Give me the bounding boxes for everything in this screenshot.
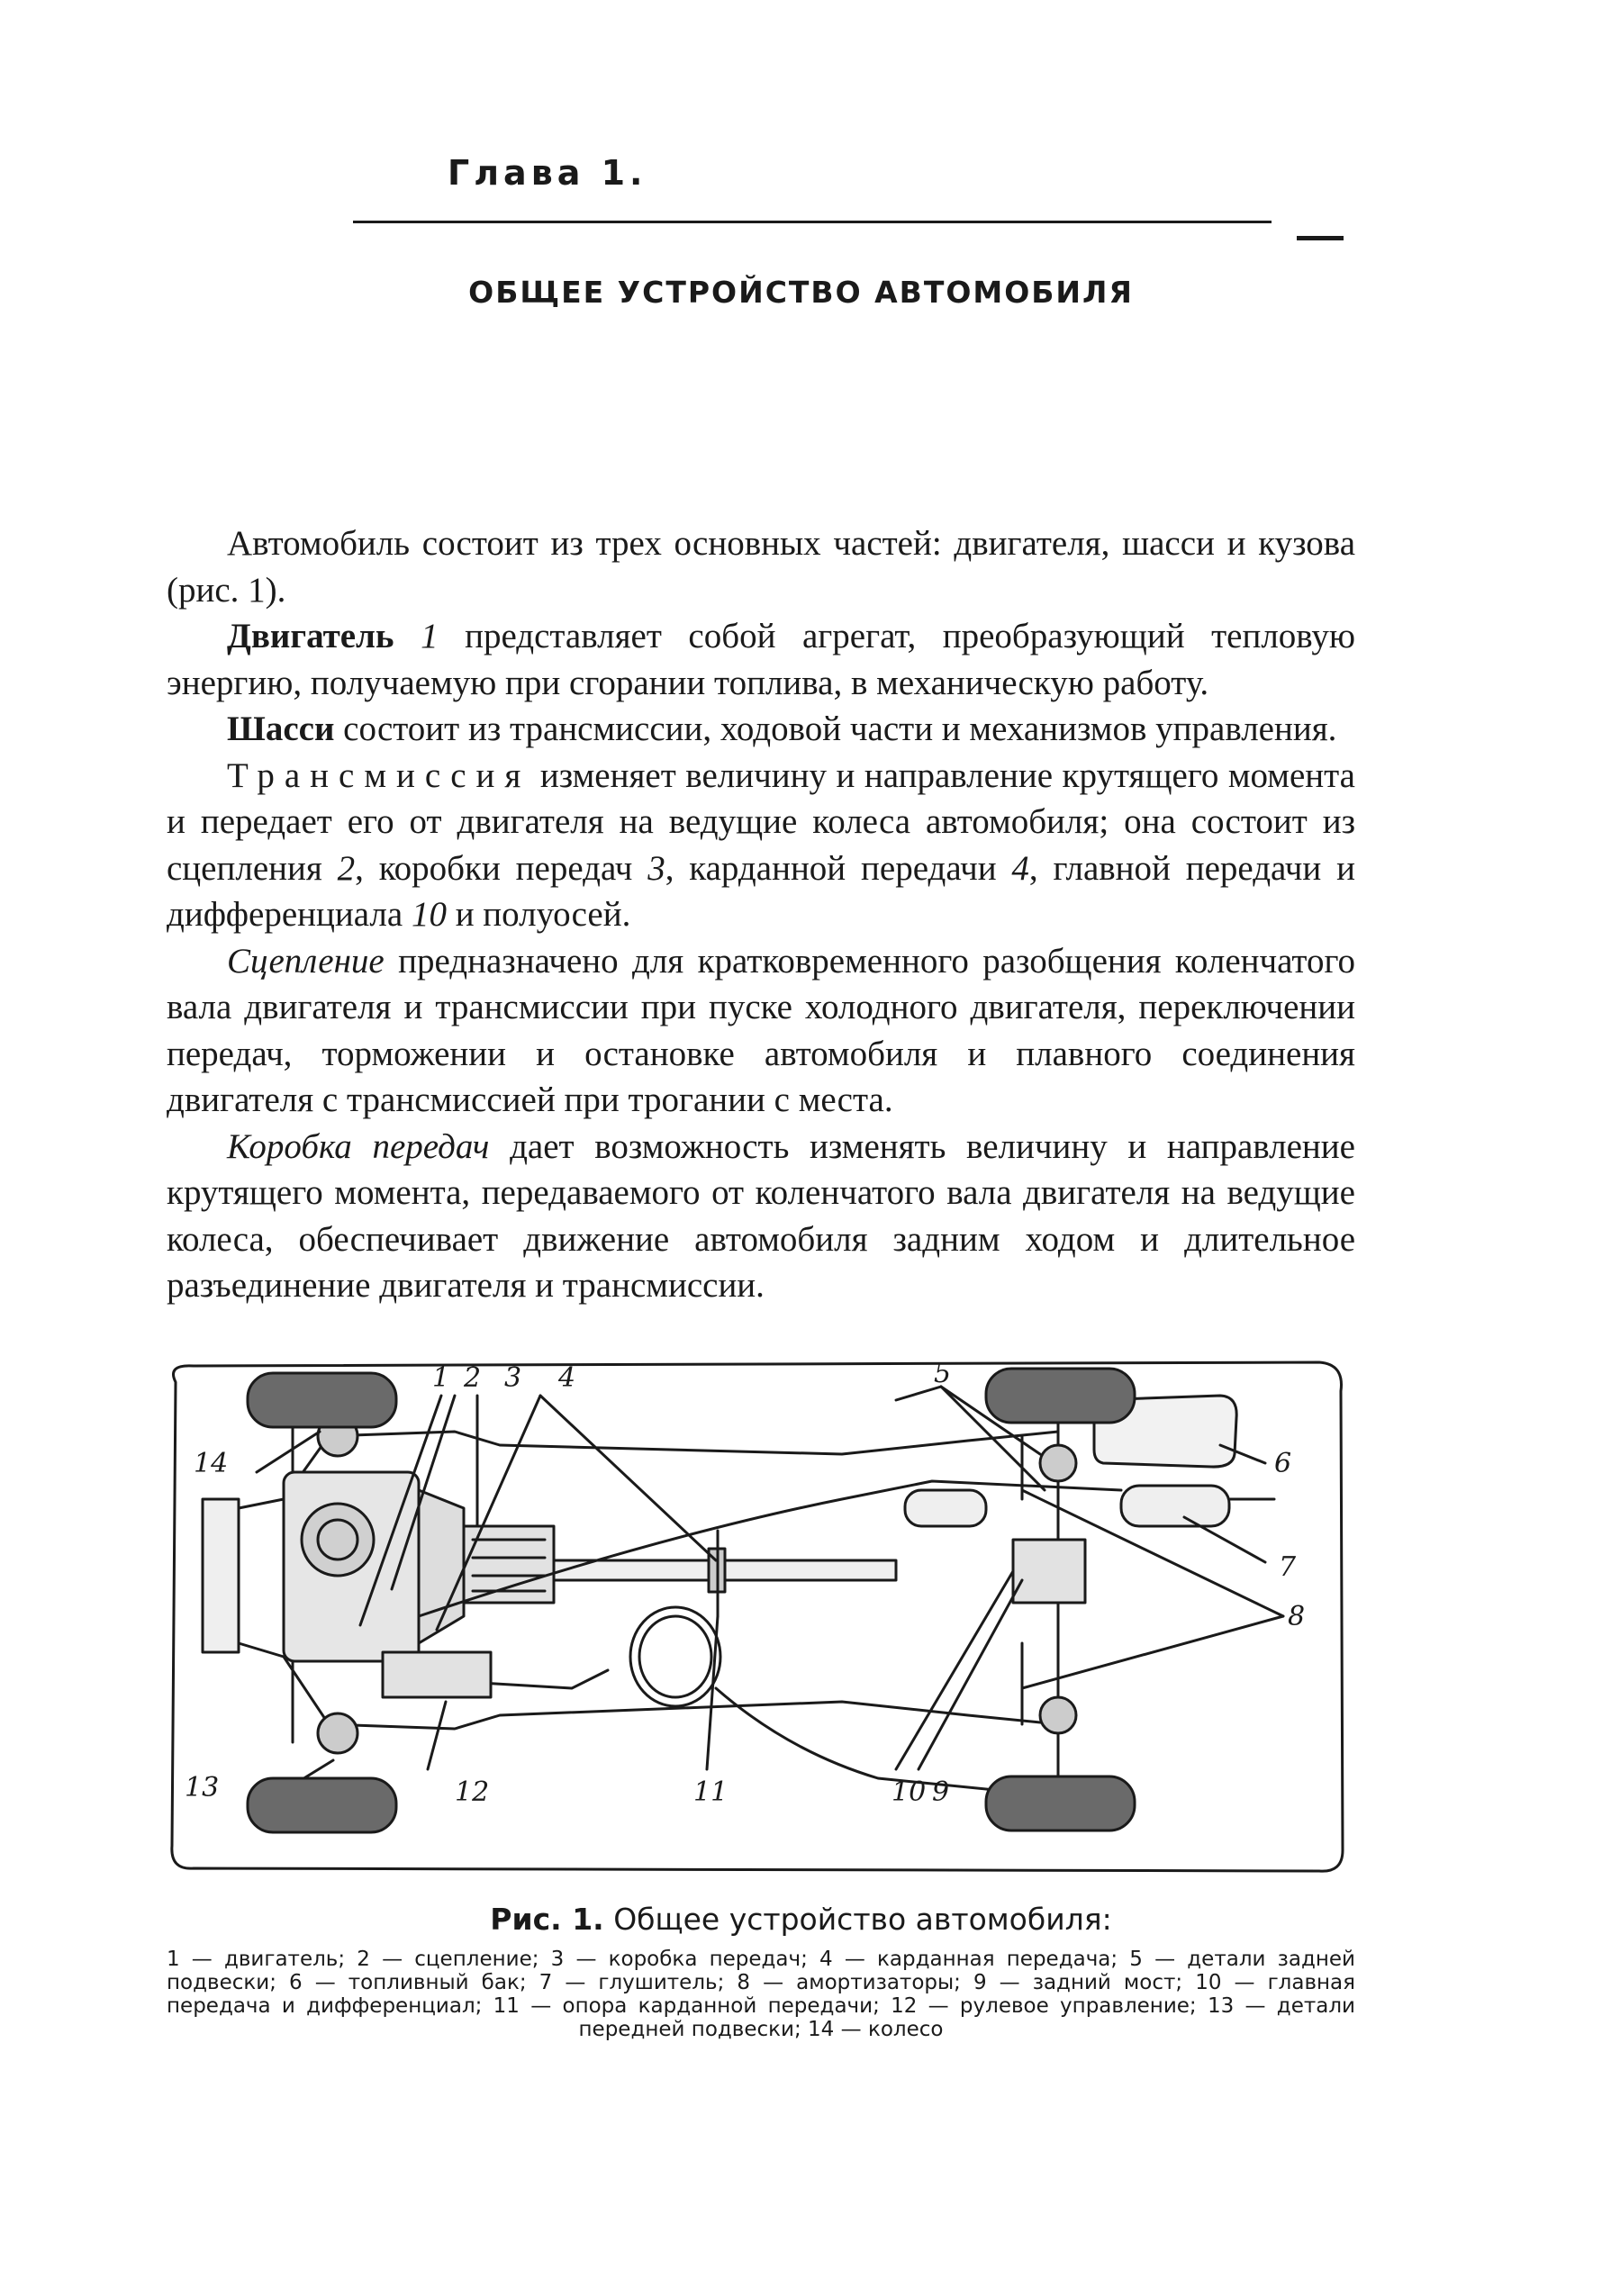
tire-rear-right [986, 1776, 1135, 1830]
chapter-heading: Глава 1. [448, 153, 647, 193]
figure-label-2: 2 [464, 1362, 482, 1394]
rear-muffler [1121, 1486, 1229, 1526]
figure-label-11: 11 [693, 1776, 729, 1808]
steering-gear [383, 1652, 491, 1697]
front-muffler [905, 1490, 986, 1526]
paragraph-3-text: состоит из трансмиссии, ходовой части и механизмов управления. [334, 710, 1337, 748]
paragraph-4-text-d: , главной передачи и дифференциала [167, 848, 1355, 934]
title-rule-tail [1297, 236, 1344, 240]
rear-spring-top [1040, 1445, 1076, 1481]
radiator [203, 1499, 239, 1652]
figure-label-7: 7 [1279, 1551, 1297, 1583]
paragraph-4-text-a: изменяет величину и направление крутящего момента и передает его от двигателя на ведущие колеса автомобиля; она состоит из сцепления [167, 755, 1355, 888]
figure-label-9: 9 [932, 1776, 950, 1808]
paragraph-1: Автомобиль состоит из трех основных частей: двигателя, шасси и кузова (рис. 1). [167, 524, 1355, 610]
engine-pulley [302, 1504, 374, 1576]
paragraph-4 [167, 753, 1355, 938]
term-chassis: Шасси [227, 710, 335, 748]
car-layout-figure [158, 1346, 1355, 1886]
figure-label-14: 14 [194, 1448, 229, 1479]
paragraph-4-text-e: и полуосей. [446, 895, 631, 934]
tire-front-left [248, 1373, 396, 1427]
body-text [167, 520, 1355, 1309]
figure-label-3: 3 [504, 1362, 522, 1394]
tire-front-right [248, 1778, 396, 1832]
ref-4: 4 [1011, 848, 1029, 888]
paragraph-6 [167, 1124, 1355, 1309]
paragraph-2-text: представляет собой агрегат, преобразующий тепловую энергию, получаемую при сгорании топлива, в механическую работу. [167, 617, 1356, 702]
figure-label-12: 12 [455, 1776, 490, 1808]
term-transmission: Трансмиссия [227, 755, 531, 795]
figure-legend: 1 — двигатель; 2 — сцепление; 3 — коробка передач; 4 — карданная передача; 5 — детали задней подвески; 6 — топливный бак; 7 — глушитель; 8 — амортизаторы; 9 — задний мост; 10 — главная передача и дифференциал; 11 — опора карданной передачи; 12 — рулевое управление; 13 — детали передней подвески; 14 — колесо [167, 1948, 1355, 2041]
title-rule [353, 221, 1272, 223]
ref-2: 2 [337, 848, 356, 888]
paragraph-2 [167, 613, 1355, 706]
paragraph-5-text: предназначено для кратковременного разобщения коленчатого вала двигателя и трансмиссии при пуске холодного двигателя, переключении передач, торможении и остановке автомобиля и плавного соединения двигателя с трансмиссией при трогании с места. [167, 941, 1355, 1119]
paragraph-3 [167, 706, 1355, 753]
rear-spring-bottom [1040, 1697, 1076, 1733]
steering-wheel [630, 1607, 720, 1706]
front-spring-bottom [318, 1713, 358, 1753]
figure-label-6: 6 [1274, 1448, 1292, 1479]
figure-label-5: 5 [934, 1358, 952, 1389]
term-engine: Двигатель [227, 617, 394, 655]
figure-label-1: 1 [432, 1362, 450, 1394]
term-gearbox: Коробка передач [227, 1126, 490, 1166]
ref-1: 1 [421, 617, 439, 655]
paragraph-6-text: дает возможность изменять величину и направление крутящего момента, передаваемого от коленчатого вала двигателя на ведущие колеса, обеспечивает движение автомобиля задним ходом и длительное разъединение двигателя и трансмиссии. [167, 1126, 1355, 1305]
paragraph-4-text-c: , карданной передачи [665, 848, 1012, 888]
differential [1013, 1540, 1085, 1603]
figure-label-4: 4 [558, 1362, 576, 1394]
ref-3: 3 [647, 848, 665, 888]
chapter-title: ОБЩЕЕ УСТРОЙСТВО АВТОМОБИЛЯ [468, 275, 1134, 310]
figure-label-13: 13 [185, 1772, 220, 1803]
figure-label-10: 10 [892, 1776, 927, 1808]
ref-10: 10 [411, 895, 447, 934]
term-clutch: Сцепление [227, 941, 385, 981]
caption-prefix: Рис. 1. [490, 1902, 604, 1937]
paragraph-4-text-b: , коробки передач [355, 848, 648, 888]
figure-label-8: 8 [1288, 1601, 1306, 1632]
caption-text: Общее устройство автомобиля: [603, 1902, 1112, 1937]
tire-rear-left [986, 1369, 1135, 1423]
paragraph-5 [167, 938, 1355, 1124]
figure-caption [0, 1902, 1602, 1937]
